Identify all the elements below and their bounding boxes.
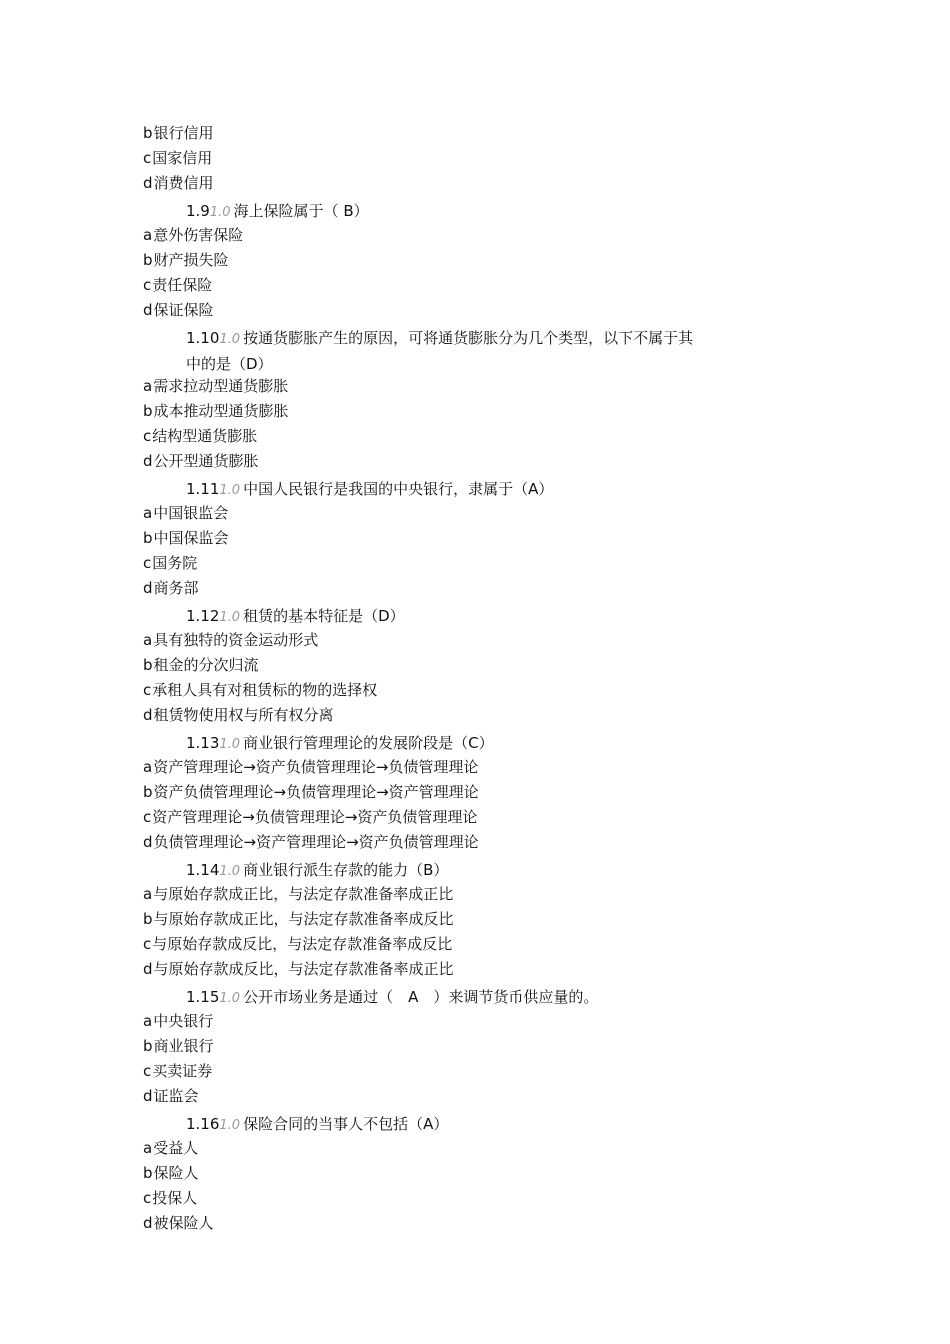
option-text: 租金的分次归流 — [153, 656, 259, 674]
option-text: 与原始存款成反比，与法定存款准备率成反比 — [152, 935, 453, 953]
question-text: 商业银行派生存款的能力（B） — [243, 861, 449, 879]
option-line — [0, 449, 950, 474]
option-text: 结构型通货膨胀 — [152, 427, 258, 445]
option-list — [0, 1009, 950, 1109]
option-line — [0, 298, 950, 323]
question-block — [0, 199, 950, 323]
option-text: 投保人 — [152, 1189, 198, 1207]
question-title — [0, 199, 950, 225]
option-letter: c — [143, 808, 152, 826]
question-text: 商业银行管理理论的发展阶段是（C） — [243, 734, 494, 752]
option-text: 财产损失险 — [153, 251, 229, 269]
option-text: 与原始存款成反比，与法定存款准备率成正比 — [153, 960, 454, 978]
option-list — [0, 882, 950, 982]
option-line — [0, 273, 950, 298]
option-text: 需求拉动型通货膨胀 — [153, 377, 289, 395]
question-number: 1.15 — [186, 988, 220, 1006]
option-letter: a — [143, 1012, 153, 1030]
option-text: 保证保险 — [153, 301, 214, 319]
question-block — [0, 858, 950, 982]
option-text: 买卖证券 — [152, 1062, 213, 1080]
option-line — [0, 1211, 950, 1236]
option-letter: d — [143, 452, 153, 470]
option-list — [0, 1136, 950, 1236]
question-score: 1.0 — [219, 864, 241, 879]
option-text: 国家信用 — [152, 149, 213, 167]
option-letter: b — [143, 783, 153, 801]
option-letter: d — [143, 833, 153, 851]
option-letter: b — [143, 1037, 153, 1055]
option-line — [0, 780, 950, 805]
question-score: 1.0 — [219, 610, 241, 625]
option-letter: d — [143, 960, 153, 978]
option-letter: b — [143, 656, 153, 674]
question-text: 公开市场业务是通过（ A ）来调节货币供应量的。 — [243, 988, 599, 1006]
option-letter: b — [143, 1164, 153, 1182]
option-text: 商业银行 — [153, 1037, 214, 1055]
option-letter: c — [143, 554, 152, 572]
option-letter: a — [143, 226, 153, 244]
option-line — [0, 957, 950, 982]
option-letter: a — [143, 631, 153, 649]
option-line — [0, 526, 950, 551]
option-text: 中国银监会 — [153, 504, 229, 522]
question-text: 中国人民银行是我国的中央银行，隶属于（A） — [243, 480, 554, 498]
option-text: 中国保监会 — [153, 529, 229, 547]
option-letter: c — [143, 276, 152, 294]
option-text: 证监会 — [153, 1087, 199, 1105]
option-line — [0, 171, 950, 196]
option-letter: c — [143, 149, 152, 167]
option-line — [0, 830, 950, 855]
option-letter: a — [143, 885, 153, 903]
option-line — [0, 653, 950, 678]
option-text: 商务部 — [153, 579, 199, 597]
option-line — [0, 678, 950, 703]
option-line — [0, 576, 950, 601]
option-letter: c — [143, 1189, 152, 1207]
option-text: 责任保险 — [152, 276, 213, 294]
option-line — [0, 1009, 950, 1034]
question-block — [0, 1112, 950, 1236]
option-line — [0, 755, 950, 780]
option-line — [0, 501, 950, 526]
lead-options — [0, 121, 950, 196]
option-line — [0, 907, 950, 932]
option-text: 资产负债管理理论→负债管理理论→资产管理理论 — [153, 783, 479, 801]
question-score: 1.0 — [219, 737, 241, 752]
option-line — [0, 1034, 950, 1059]
option-letter: a — [143, 504, 153, 522]
option-text: 被保险人 — [153, 1214, 214, 1232]
option-text: 与原始存款成正比，与法定存款准备率成反比 — [153, 910, 454, 928]
option-text: 受益人 — [153, 1139, 199, 1157]
option-letter: a — [143, 1139, 153, 1157]
question-score: 1.0 — [209, 205, 231, 220]
option-letter: d — [143, 301, 153, 319]
option-list — [0, 501, 950, 601]
option-letter: c — [143, 427, 152, 445]
question-number: 1.12 — [186, 607, 220, 625]
question-title — [0, 604, 950, 630]
option-letter: d — [143, 174, 153, 192]
option-line — [0, 1136, 950, 1161]
option-line — [0, 1161, 950, 1186]
option-line — [0, 703, 950, 728]
question-title — [0, 731, 950, 757]
option-text: 承租人具有对租赁标的物的选择权 — [152, 681, 378, 699]
question-score: 1.0 — [219, 483, 241, 498]
option-line — [0, 1084, 950, 1109]
option-letter: b — [143, 251, 153, 269]
question-title — [0, 985, 950, 1011]
option-line — [0, 399, 950, 424]
option-letter: d — [143, 579, 153, 597]
option-line — [0, 146, 950, 171]
option-line — [0, 805, 950, 830]
option-list — [0, 223, 950, 323]
question-number: 1.10 — [186, 329, 220, 347]
option-text: 消费信用 — [153, 174, 214, 192]
option-letter: b — [143, 402, 153, 420]
option-text: 意外伤害保险 — [153, 226, 244, 244]
option-line — [0, 248, 950, 273]
option-line — [0, 932, 950, 957]
option-line — [0, 1059, 950, 1084]
option-line — [0, 628, 950, 653]
option-line — [0, 223, 950, 248]
option-text: 成本推动型通货膨胀 — [153, 402, 289, 420]
option-text: 与原始存款成正比，与法定存款准备率成正比 — [153, 885, 454, 903]
option-text: 负债管理理论→资产管理理论→资产负债管理理论 — [153, 833, 479, 851]
question-number: 1.13 — [186, 734, 220, 752]
option-line — [0, 121, 950, 146]
option-letter: b — [143, 529, 153, 547]
option-text: 公开型通货膨胀 — [153, 452, 259, 470]
question-title — [0, 477, 950, 503]
question-score: 1.0 — [219, 991, 241, 1006]
question-number: 1.9 — [186, 202, 210, 220]
option-line — [0, 882, 950, 907]
option-line — [0, 551, 950, 576]
option-text: 具有独特的资金运动形式 — [153, 631, 319, 649]
option-line — [0, 374, 950, 399]
option-letter: a — [143, 758, 153, 776]
option-text: 银行信用 — [153, 124, 214, 142]
option-letter: d — [143, 706, 153, 724]
question-number: 1.14 — [186, 861, 220, 879]
option-text: 资产管理理论→资产负债管理理论→负债管理理论 — [153, 758, 479, 776]
question-title — [0, 1112, 950, 1138]
option-letter: c — [143, 935, 152, 953]
question-block — [0, 477, 950, 601]
option-list — [0, 374, 950, 474]
question-score: 1.0 — [219, 332, 241, 347]
option-text: 国务院 — [152, 554, 198, 572]
option-letter: c — [143, 1062, 152, 1080]
question-text: 保险合同的当事人不包括（A） — [243, 1115, 449, 1133]
question-text: 按通货膨胀产生的原因，可将通货膨胀分为几个类型，以下不属于其中的是（D） — [186, 329, 694, 373]
question-block — [0, 604, 950, 728]
option-list — [0, 628, 950, 728]
question-score: 1.0 — [219, 1118, 241, 1133]
question-block — [0, 985, 950, 1109]
option-letter: c — [143, 681, 152, 699]
question-text: 海上保险属于（ B） — [233, 202, 369, 220]
option-letter: d — [143, 1087, 153, 1105]
document-page — [0, 121, 950, 1236]
question-text: 租赁的基本特征是（D） — [243, 607, 405, 625]
question-title — [0, 858, 950, 884]
question-title — [0, 326, 696, 376]
option-letter: a — [143, 377, 153, 395]
option-text: 资产管理理论→负债管理理论→资产负债管理理论 — [152, 808, 478, 826]
option-letter: d — [143, 1214, 153, 1232]
question-number: 1.11 — [186, 480, 220, 498]
option-text: 保险人 — [153, 1164, 199, 1182]
option-text: 中央银行 — [153, 1012, 214, 1030]
option-line — [0, 424, 950, 449]
question-block — [0, 326, 950, 474]
question-block — [0, 731, 950, 855]
option-text: 租赁物使用权与所有权分离 — [153, 706, 334, 724]
option-letter: b — [143, 124, 153, 142]
option-list — [0, 755, 950, 855]
option-line — [0, 1186, 950, 1211]
question-number: 1.16 — [186, 1115, 220, 1133]
option-letter: b — [143, 910, 153, 928]
